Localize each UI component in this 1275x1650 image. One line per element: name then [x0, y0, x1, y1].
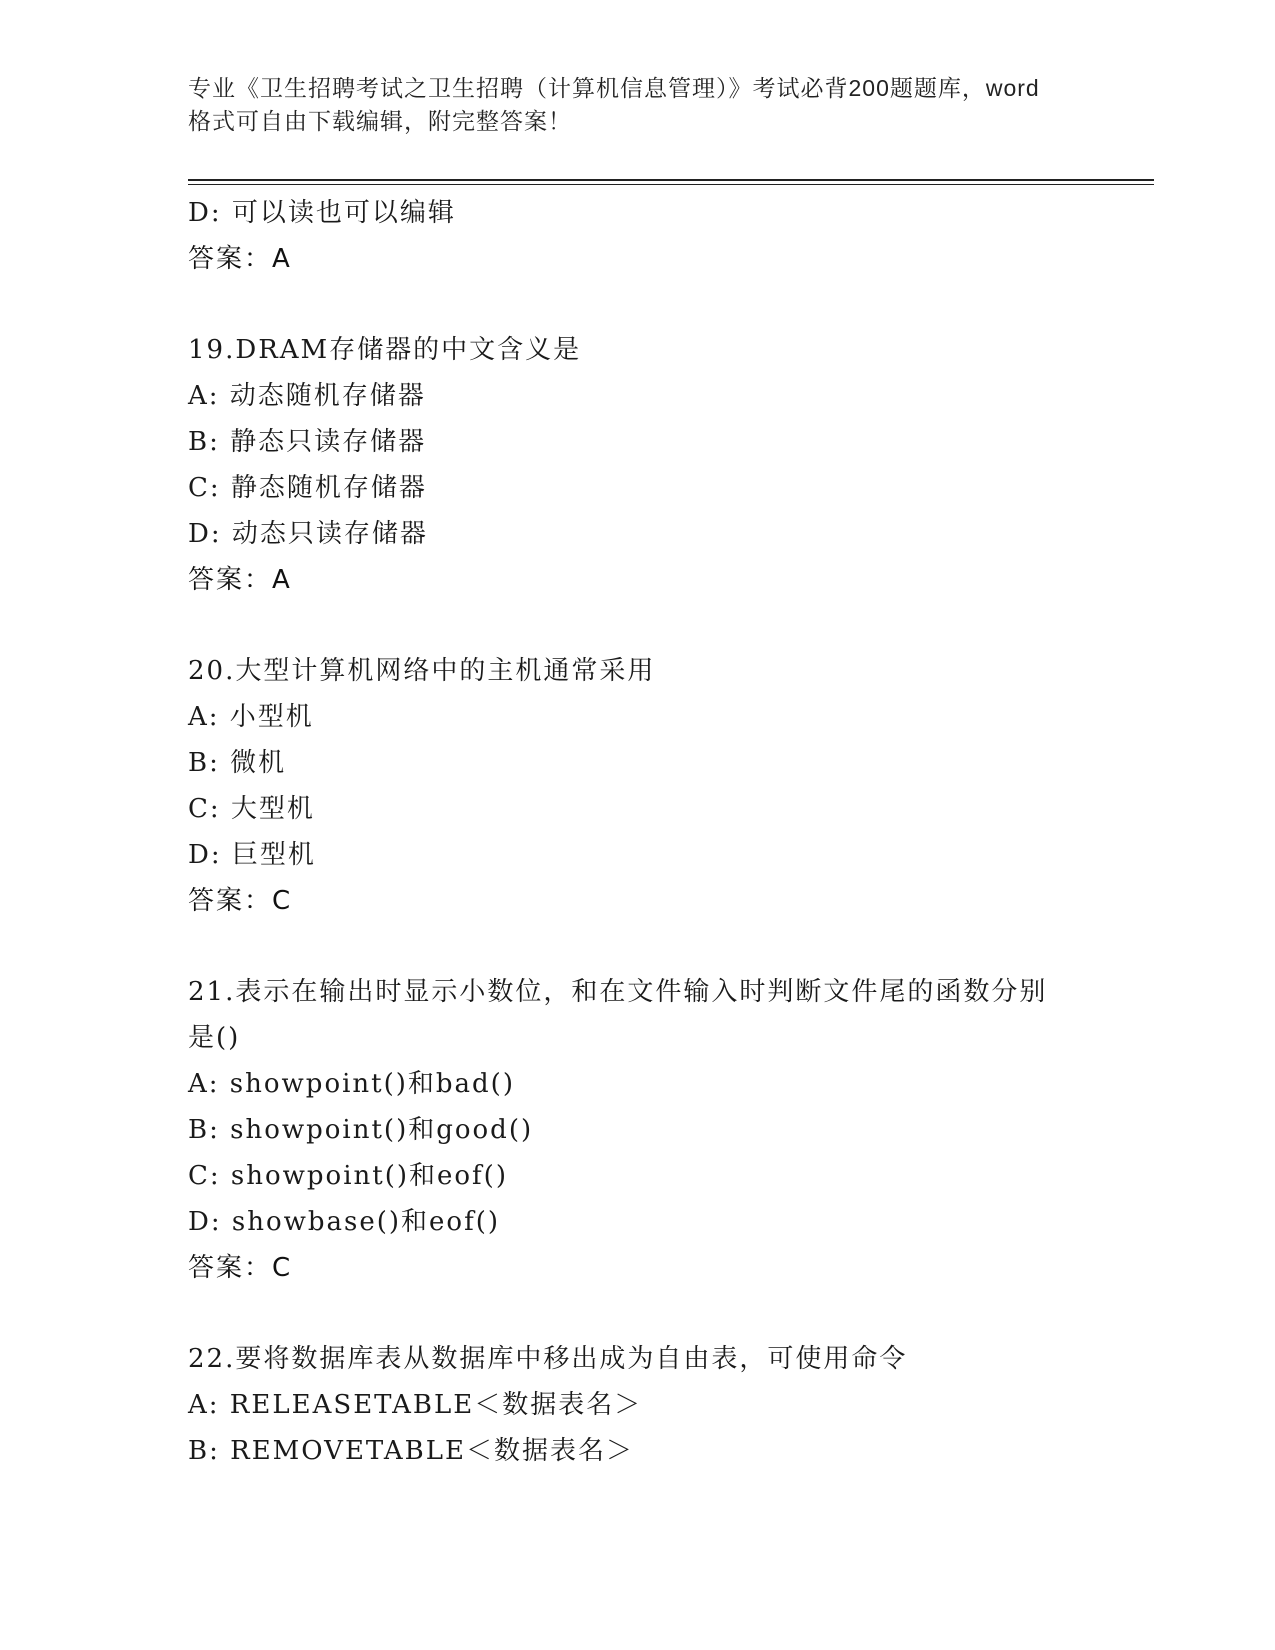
- spacer: [188, 924, 1128, 969]
- question-20: [188, 648, 1128, 924]
- question-22: [188, 1336, 1128, 1474]
- option-b: B: showpoint()和good(): [188, 1115, 534, 1145]
- question-stem: 19.DRAM存储器的中文含义是: [188, 335, 582, 365]
- header-divider-thick: [188, 179, 1154, 181]
- spacer: [188, 603, 1128, 648]
- option-c: C: showpoint()和eof(): [188, 1161, 508, 1191]
- option-d: D: 动态只读存储器: [188, 519, 428, 549]
- option-a: A: 动态随机存储器: [188, 381, 426, 411]
- header-divider-thin: [188, 184, 1154, 185]
- option-d: D: showbase()和eof(): [188, 1207, 500, 1237]
- question-content: [188, 190, 1128, 1474]
- spacer: [188, 282, 1128, 327]
- question-19: [188, 327, 1128, 603]
- answer-line: 答案：A: [188, 565, 292, 595]
- option-c: C: 静态随机存储器: [188, 473, 427, 503]
- answer-line: 答案：A: [188, 244, 292, 274]
- question-21: [188, 969, 1128, 1291]
- option-a: A: showpoint()和bad(): [188, 1069, 515, 1099]
- option-b: B: REMOVETABLE＜数据表名＞: [188, 1436, 634, 1466]
- question-stem-line-2: 是(): [188, 1023, 241, 1053]
- document-header: [188, 72, 1088, 138]
- option-a: A: RELEASETABLE＜数据表名＞: [188, 1390, 643, 1420]
- question-fragment: [188, 190, 1128, 282]
- option-b: B: 微机: [188, 748, 287, 778]
- spacer: [188, 1291, 1128, 1336]
- option-d: D: 巨型机: [188, 840, 316, 870]
- option-a: A: 小型机: [188, 702, 314, 732]
- question-stem: 22.要将数据库表从数据库中移出成为自由表，可使用命令: [188, 1344, 908, 1374]
- question-stem-line-1: 21.表示在输出时显示小数位，和在文件输入时判断文件尾的函数分别: [188, 977, 1048, 1007]
- option-b: B: 静态只读存储器: [188, 427, 427, 457]
- answer-line: 答案：C: [188, 1253, 293, 1283]
- option-d: D: 可以读也可以编辑: [188, 198, 456, 228]
- option-c: C: 大型机: [188, 794, 315, 824]
- header-line-2: 格式可自由下载编辑，附完整答案！: [188, 108, 572, 134]
- answer-line: 答案：C: [188, 886, 293, 916]
- question-stem: 20.大型计算机网络中的主机通常采用: [188, 656, 656, 686]
- header-line-1: 专业《卫生招聘考试之卫生招聘（计算机信息管理）》考试必背200题题库，word: [188, 75, 1040, 101]
